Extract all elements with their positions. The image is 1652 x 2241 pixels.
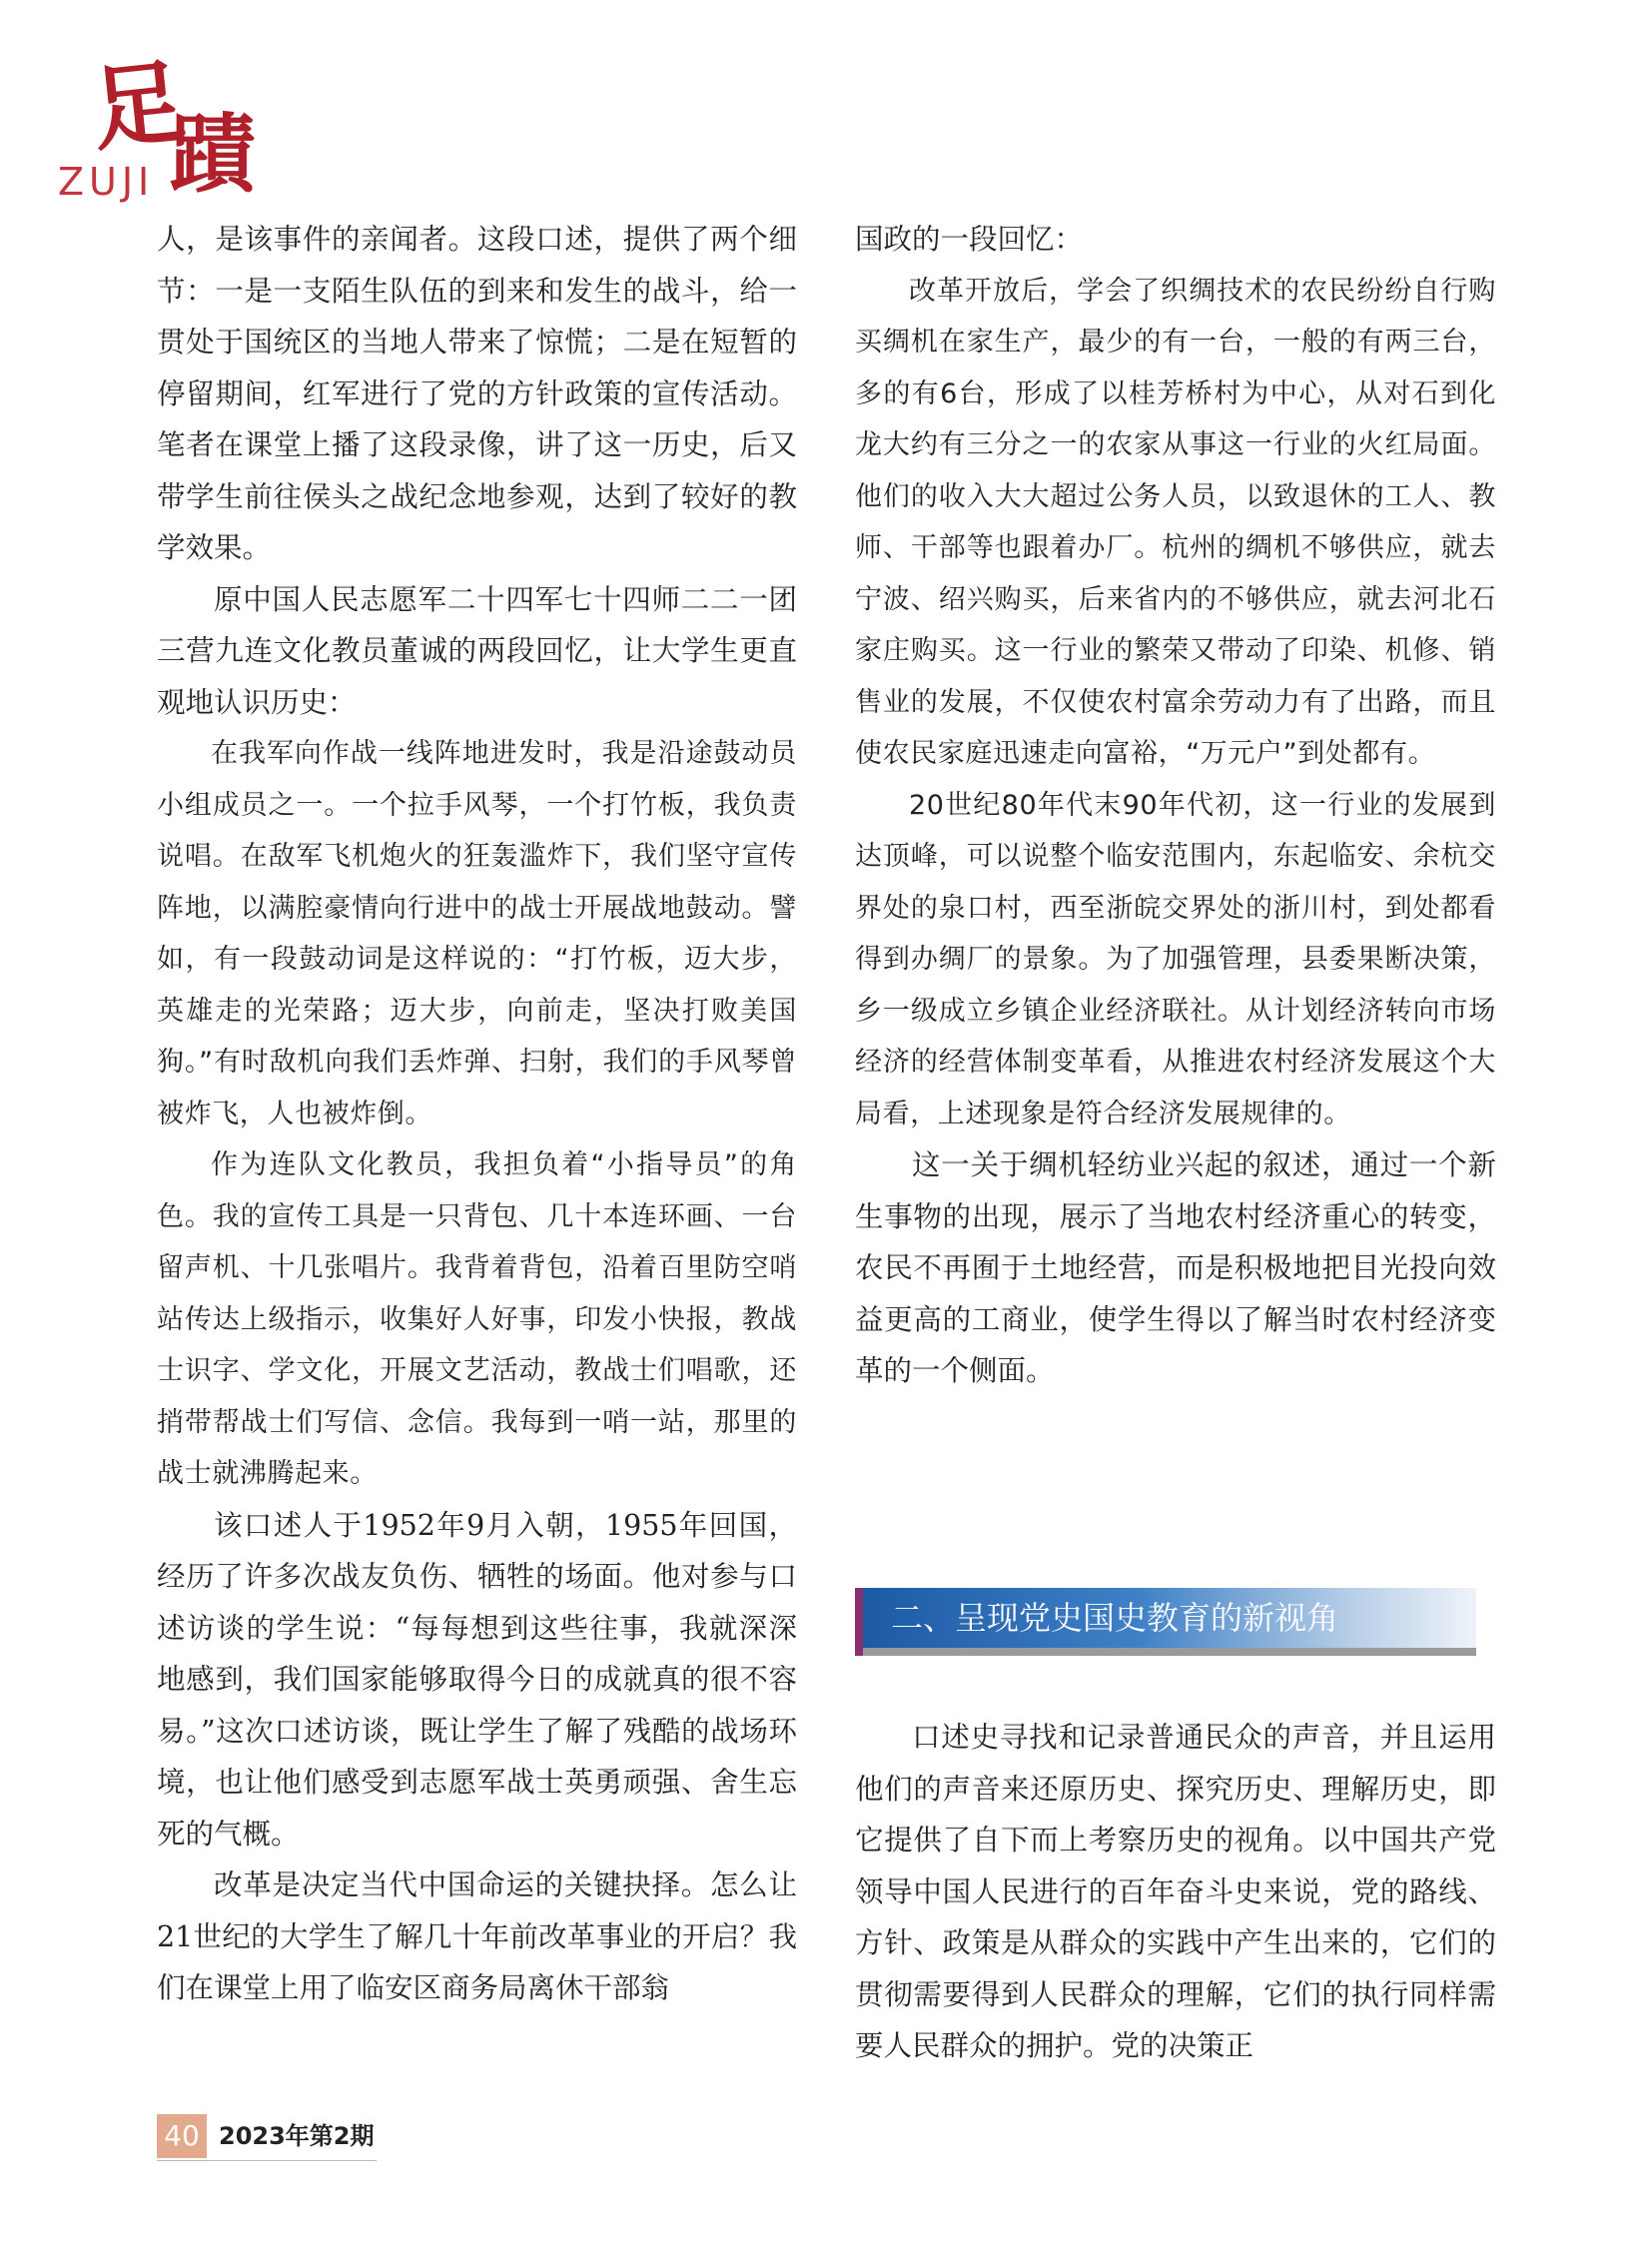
- page-number: 40: [157, 2114, 207, 2158]
- right-column-bottom: [855, 1712, 1496, 2072]
- quote-paragraph: 改革开放后，学会了织绸技术的农民纷纷自行购买绸机在家生产，最少的有一台，一般的有两三台，多的有6台，形成了以桂芳桥村为中心，从对石到化龙大约有三分之一的农家从事这一行业的火红局面。他们的收入大大超过公务人员，以致退休的工人、教师、干部等也跟着办厂。杭州的绸机不够供应，就去宁波、绍兴购买，后来省内的不够供应，就去河北石家庄购买。这一行业的繁荣又带动了印染、机修、销售业的发展，不仅使农村富余劳动力有了出路，而且使农民家庭迅速走向富裕，“万元户”到处都有。: [855, 275, 1496, 769]
- quote-paragraph: 在我军向作战一线阵地进发时，我是沿途鼓动员小组成员之一。一个拉手风琴，一个打竹板，我负责说唱。在敌军飞机炮火的狂轰滥炸下，我们坚守宣传阵地，以满腔豪情向行进中的战士开展战地鼓动。譬如，有一段鼓动词是这样说的：“打竹板，迈大步，英雄走的光荣路；迈大步，向前走，坚决打败美国狗。”有时敌机向我们丢炸弹、扫射，我们的手风琴曾被炸飞，人也被炸倒。: [157, 738, 797, 1129]
- section-heading-text: 二、呈现党史国史教育的新视角: [891, 1599, 1339, 1637]
- paragraph: 原中国人民志愿军二十四军七十四师二二一团三营九连文化教员董诚的两段回忆，让大学生更直观地认识历史：: [157, 582, 797, 719]
- magazine-logo: [58, 47, 268, 210]
- quote-paragraph: 20世纪80年代末90年代初，这一行业的发展到达顶峰，可以说整个临安范围内，东起临安、余杭交界处的泉口村，西至浙皖交界处的浙川村，到处都看得到办绸厂的景象。为了加强管理，县委果断决策，乡一级成立乡镇企业经济联社。从计划经济转向市场经济的经营体制变革看，从推进农村经济发展这个大局看，上述现象是符合经济发展规律的。: [855, 789, 1496, 1129]
- paragraph: 这一关于绸机轻纺业兴起的叙述，通过一个新生事物的出现，展示了当地农村经济重心的转变，农民不再囿于土地经营，而是积极地把目光投向效益更高的工商业，使学生得以了解当时农村经济变革的一个侧面。: [855, 1148, 1496, 1387]
- footer-rule: [157, 2160, 377, 2161]
- paragraph: 人，是该事件的亲闻者。这段口述，提供了两个细节：一是一支陌生队伍的到来和发生的战斗，给一贯处于国统区的当地人带来了惊慌；二是在短暂的停留期间，红军进行了党的方针政策的宣传活动。笔者在课堂上播了这段录像，讲了这一历史，后又带学生前往侯头之战纪念地参观，达到了较好的教学效果。: [157, 223, 797, 564]
- heading-accent-bar: [855, 1588, 863, 1656]
- page-footer: [157, 2114, 377, 2158]
- paragraph: 国政的一段回忆：: [855, 223, 1084, 256]
- right-column-top: [855, 214, 1496, 1397]
- quote-paragraph: 作为连队文化教员，我担负着“小指导员”的角色。我的宣传工具是一只背包、几十本连环画、一台留声机、十几张唱片。我背着背包，沿着百里防空哨站传达上级指示，收集好人好事，印发小快报，教战士识字、学文化，开展文艺活动，教战士们唱歌，还捎带帮战士们写信、念信。我每到一哨一站，那里的战士就沸腾起来。: [157, 1149, 797, 1489]
- paragraph: 该口述人于1952年9月入朝，1955年回国，经历了许多次战友负伤、牺牲的场面。他对参与口述访谈的学生说：“每每想到这些往事，我就深深地感到，我们国家能够取得今日的成就真的很不容易。”这次口述访谈，既让学生了解了残酷的战场环境，也让他们感受到志愿军战士英勇顽强、舍生忘死的气概。: [157, 1508, 797, 1851]
- logo-char-zu: 足: [86, 47, 190, 165]
- logo-latin-text: ZUJI: [58, 160, 155, 204]
- issue-label: 2023年第2期: [219, 2122, 375, 2150]
- section-heading: [855, 1588, 1476, 1656]
- paragraph: 改革是决定当代中国命运的关键抉择。怎么让21世纪的大学生了解几十年前改革事业的开启？我们在课堂上用了临安区商务局离休干部翁: [157, 1868, 797, 2004]
- logo-char-ji: 蹟: [170, 104, 256, 205]
- left-column: [157, 214, 797, 2014]
- paragraph: 口述史寻找和记录普通民众的声音，并且运用他们的声音来还原历史、探究历史、理解历史，即它提供了自下而上考察历史的视角。以中国共产党领导中国人民进行的百年奋斗史来说，党的路线、方针、政策是从群众的实践中产生出来的，它们的贯彻需要得到人民群众的理解，它们的执行同样需要人民群众的拥护。党的决策正: [855, 1721, 1496, 2062]
- heading-shadow: [863, 1648, 1476, 1656]
